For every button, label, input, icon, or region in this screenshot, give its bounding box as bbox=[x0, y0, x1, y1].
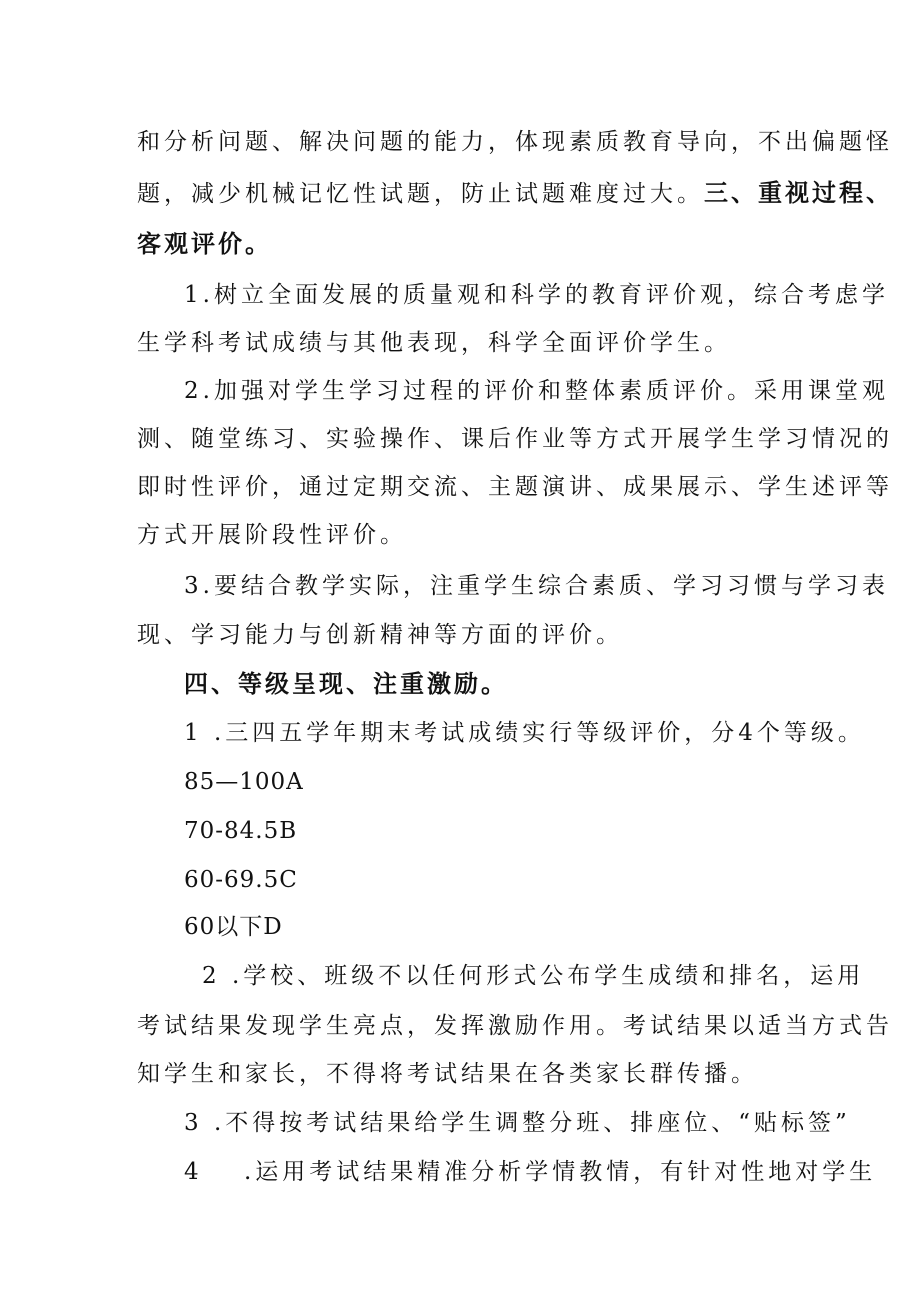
section-heading-four: 四、等级呈现、注重激励。 bbox=[184, 670, 508, 698]
body-text-line bbox=[137, 178, 893, 209]
body-text-line: 1.树立全面发展的质量观和科学的教育评价观，综合考虑学 bbox=[184, 282, 889, 308]
section-heading-three-end: 客观评价。 bbox=[137, 230, 272, 258]
grade-line-c: 60-69.5C bbox=[184, 867, 298, 893]
body-text-line: 生学科考试成绩与其他表现，科学全面评价学生。 bbox=[137, 330, 731, 356]
body-text-line: 考试结果发现学生亮点，发挥激励作用。考试结果以适当方式告 bbox=[137, 1013, 893, 1039]
body-text-line: 3 .不得按考试结果给学生调整分班、排座位、“贴标签” bbox=[184, 1110, 851, 1136]
grade-line-d: 60以下D bbox=[184, 914, 283, 940]
body-text-line: .运用考试结果精准分析学情教情，有针对性地对学生 bbox=[244, 1159, 877, 1185]
body-text-line: 方式开展阶段性评价。 bbox=[137, 522, 407, 548]
body-text-line: 现、学习能力与创新精神等方面的评价。 bbox=[137, 622, 623, 648]
grade-line-b: 70-84.5B bbox=[184, 818, 298, 844]
body-text-line: 2 .学校、班级不以任何形式公布学生成绩和排名，运用 bbox=[202, 963, 865, 989]
body-text-line-number: 4 bbox=[184, 1159, 203, 1185]
grade-line-a: 85—100A bbox=[184, 769, 304, 795]
body-text-line: 3.要结合教学实际，注重学生综合素质、学习习惯与学习表 bbox=[184, 573, 889, 599]
body-text-line: 测、随堂练习、实验操作、课后作业等方式开展学生学习情况的 bbox=[137, 426, 893, 452]
body-text-line: 和分析问题、解决问题的能力，体现素质教育导向，不出偏题怪 bbox=[137, 129, 893, 155]
section-heading-three-start: 三、重视过程、 bbox=[704, 179, 893, 207]
body-text-span: 题，减少机械记忆性试题，防止试题难度过大。 bbox=[137, 181, 704, 207]
body-text-line: 知学生和家长，不得将考试结果在各类家长群传播。 bbox=[137, 1061, 758, 1087]
body-text-line: 即时性评价，通过定期交流、主题演讲、成果展示、学生述评等 bbox=[137, 474, 893, 500]
body-text-line: 2.加强对学生学习过程的评价和整体素质评价。采用课堂观 bbox=[184, 378, 889, 404]
body-text-line: 1 .三四五学年期末考试成绩实行等级评价，分4个等级。 bbox=[184, 720, 865, 746]
